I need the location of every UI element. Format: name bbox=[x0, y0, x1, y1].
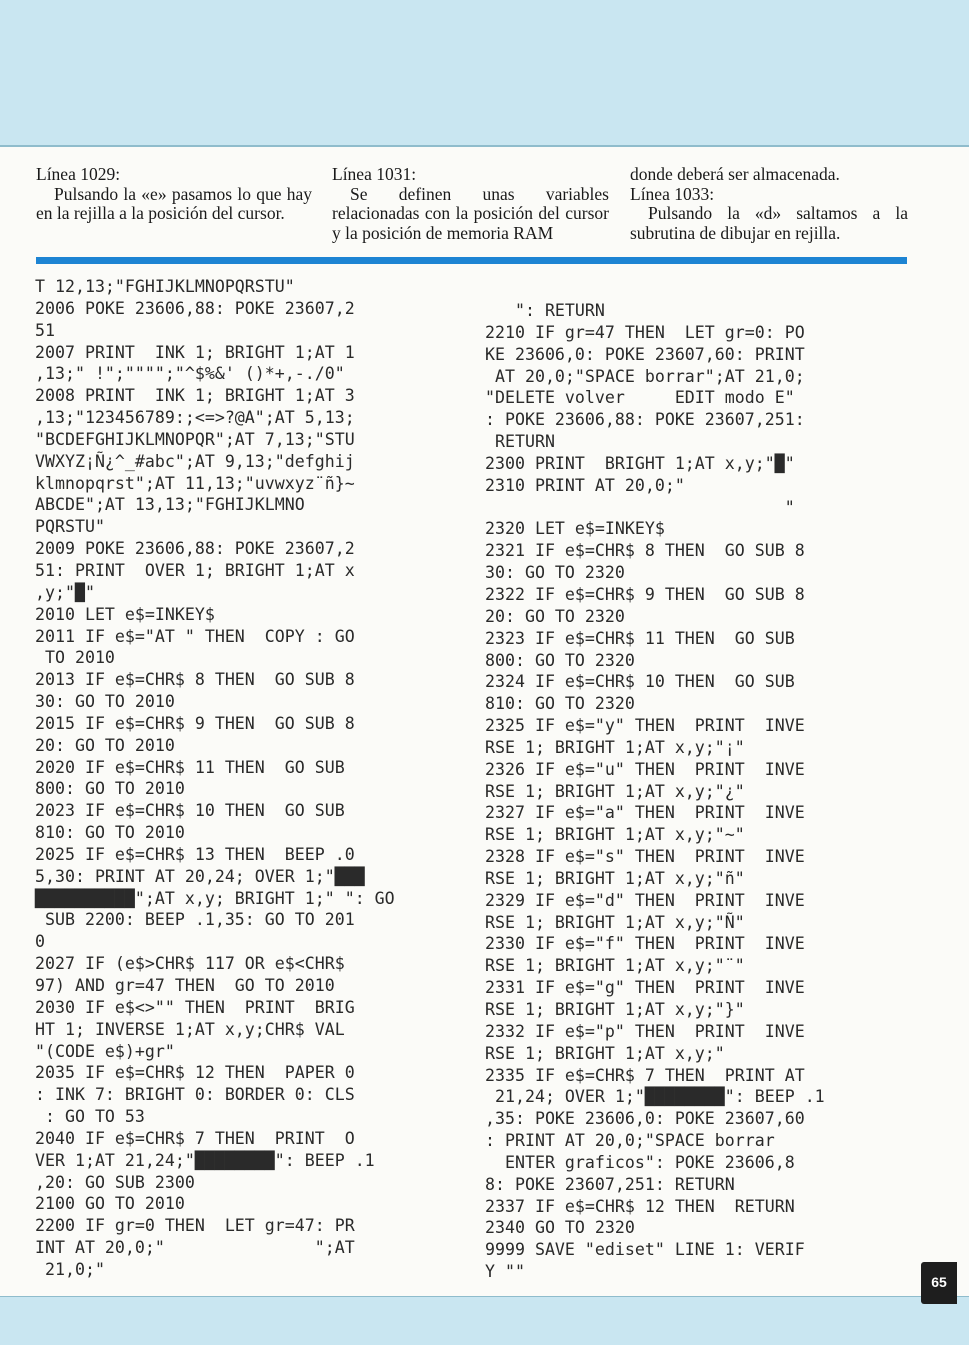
code-line: 2006 POKE 23606,88: POKE 23607,2 bbox=[35, 298, 355, 318]
code-line: 2020 IF e$=CHR$ 11 THEN GO SUB bbox=[35, 757, 345, 777]
code-line: 2320 LET e$=INKEY$ bbox=[485, 519, 665, 539]
explanation-column-1 bbox=[36, 165, 312, 224]
code-line: HT 1; INVERSE 1;AT x,y;CHR$ VAL bbox=[35, 1019, 345, 1039]
code-line: RSE 1; BRIGHT 1;AT x,y;"~" bbox=[485, 825, 745, 845]
code-line: "DELETE volver EDIT modo E" bbox=[485, 388, 795, 408]
code-listing-left bbox=[35, 276, 395, 1281]
column-1-body: Pulsando la «e» pasamos lo que hay en la rejilla a la posición del cursor. bbox=[36, 183, 312, 223]
code-line: 2332 IF e$="p" THEN PRINT INVE bbox=[485, 1021, 805, 1041]
code-line: VWXYZ¡Ñ¿^_#abc";AT 9,13;"defghij bbox=[35, 451, 355, 471]
code-line: ": RETURN bbox=[485, 301, 605, 320]
column-3-body: Pulsando la «d» saltamos a la subrutina de dibujar en rejilla. bbox=[630, 203, 908, 243]
code-line: 2327 IF e$="a" THEN PRINT INVE bbox=[485, 803, 805, 823]
code-line: 2321 IF e$=CHR$ 8 THEN GO SUB 8 bbox=[485, 541, 805, 561]
code-line: 2328 IF e$="s" THEN PRINT INVE bbox=[485, 847, 805, 867]
explanation-column-3 bbox=[630, 165, 908, 243]
code-line: TO 2010 bbox=[35, 648, 115, 668]
column-2-heading: Línea 1031: bbox=[332, 164, 417, 184]
code-line: INT AT 20,0;" ";AT bbox=[35, 1238, 355, 1258]
code-line: 20: GO TO 2320 bbox=[485, 606, 625, 626]
column-1-heading: Línea 1029: bbox=[36, 164, 121, 184]
code-line: RSE 1; BRIGHT 1;AT x,y;"Ñ" bbox=[485, 912, 745, 932]
column-3-heading: Línea 1033: bbox=[630, 183, 715, 204]
code-line: : PRINT AT 20,0;"SPACE borrar bbox=[485, 1131, 775, 1151]
code-line: 2310 PRINT AT 20,0;" bbox=[485, 475, 685, 495]
code-line: 2323 IF e$=CHR$ 11 THEN GO SUB bbox=[485, 628, 795, 648]
code-line: 30: GO TO 2010 bbox=[35, 692, 175, 712]
code-line: 2337 IF e$=CHR$ 12 THEN RETURN bbox=[485, 1196, 795, 1216]
code-line: 2035 IF e$=CHR$ 12 THEN PAPER 0 bbox=[35, 1063, 355, 1083]
code-line: 2210 IF gr=47 THEN LET gr=0: PO bbox=[485, 322, 805, 342]
code-line: 2013 IF e$=CHR$ 8 THEN GO SUB 8 bbox=[35, 670, 355, 690]
code-line: 2100 GO TO 2010 bbox=[35, 1194, 185, 1214]
code-line: ,13;" !";"""";"^$%&' ()*+,-./0" bbox=[35, 364, 345, 384]
code-line: 2015 IF e$=CHR$ 9 THEN GO SUB 8 bbox=[35, 713, 355, 733]
code-line: ██████████";AT x,y; BRIGHT 1;" ": GO bbox=[35, 888, 395, 908]
code-line: 800: GO TO 2320 bbox=[485, 650, 635, 670]
code-line: 2011 IF e$="AT " THEN COPY : GO bbox=[35, 626, 355, 646]
top-margin-rule bbox=[0, 145, 969, 147]
code-line: : POKE 23606,88: POKE 23607,251: bbox=[485, 410, 805, 430]
code-line: 2322 IF e$=CHR$ 9 THEN GO SUB 8 bbox=[485, 584, 805, 604]
code-line: klmnopqrst";AT 11,13;"uvwxyz¨ñ}~ bbox=[35, 473, 355, 493]
code-line: 21,0;" bbox=[35, 1259, 105, 1279]
code-line: 2326 IF e$="u" THEN PRINT INVE bbox=[485, 759, 805, 779]
code-line: 51 bbox=[35, 320, 55, 340]
top-margin-band bbox=[0, 0, 969, 145]
code-line: 30: GO TO 2320 bbox=[485, 563, 625, 583]
code-line: 800: GO TO 2010 bbox=[35, 779, 185, 799]
code-line: " bbox=[485, 497, 795, 517]
code-line: RETURN bbox=[485, 432, 555, 452]
section-divider-bar bbox=[36, 257, 907, 264]
code-line: KE 23606,0: POKE 23607,60: PRINT bbox=[485, 344, 805, 364]
code-line: 9999 SAVE "ediset" LINE 1: VERIF bbox=[485, 1240, 805, 1260]
code-line: 51: PRINT OVER 1; BRIGHT 1;AT x bbox=[35, 560, 355, 580]
code-line: 2340 GO TO 2320 bbox=[485, 1218, 635, 1238]
code-line: 5,30: PRINT AT 20,24; OVER 1;"███ bbox=[35, 866, 365, 886]
code-line: 2200 IF gr=0 THEN LET gr=47: PR bbox=[35, 1216, 355, 1236]
code-line: 2300 PRINT BRIGHT 1;AT x,y;"█" bbox=[485, 453, 795, 473]
code-line: 2007 PRINT INK 1; BRIGHT 1;AT 1 bbox=[35, 342, 355, 362]
code-line: 2331 IF e$="g" THEN PRINT INVE bbox=[485, 978, 805, 998]
code-line: ,20: GO SUB 2300 bbox=[35, 1172, 195, 1192]
code-line: ,13;"123456789:;<=>?@A";AT 5,13; bbox=[35, 408, 355, 428]
code-line: RSE 1; BRIGHT 1;AT x,y;"¨" bbox=[485, 956, 745, 976]
code-line: SUB 2200: BEEP .1,35: GO TO 201 bbox=[35, 910, 355, 930]
column-3-continuation: donde deberá ser almacenada. bbox=[630, 164, 840, 184]
code-line: 2009 POKE 23606,88: POKE 23607,2 bbox=[35, 539, 355, 559]
code-line: 810: GO TO 2010 bbox=[35, 823, 185, 843]
code-line: ,y;"█" bbox=[35, 582, 95, 602]
code-line: VER 1;AT 21,24;"████████": BEEP .1 bbox=[35, 1150, 375, 1170]
column-2-body: Se definen unas variables relacionadas con la posición del cursor y la posición de memoria RAM bbox=[332, 183, 609, 243]
code-line: 0 bbox=[35, 932, 45, 952]
code-line: 810: GO TO 2320 bbox=[485, 694, 635, 714]
code-line: 2329 IF e$="d" THEN PRINT INVE bbox=[485, 890, 805, 910]
code-line: : GO TO 53 bbox=[35, 1107, 145, 1127]
code-line: 2324 IF e$=CHR$ 10 THEN GO SUB bbox=[485, 672, 795, 692]
code-line: AT 20,0;"SPACE borrar";AT 21,0; bbox=[485, 366, 805, 386]
code-line: RSE 1; BRIGHT 1;AT x,y;"ñ" bbox=[485, 868, 745, 888]
code-line: 2330 IF e$="f" THEN PRINT INVE bbox=[485, 934, 805, 954]
code-line: ABCDE";AT 13,13;"FGHIJKLMNO bbox=[35, 495, 305, 515]
code-line: 2325 IF e$="y" THEN PRINT INVE bbox=[485, 716, 805, 736]
code-line: 2008 PRINT INK 1; BRIGHT 1;AT 3 bbox=[35, 386, 355, 406]
code-line: 2040 IF e$=CHR$ 7 THEN PRINT O bbox=[35, 1128, 355, 1148]
code-line: 2335 IF e$=CHR$ 7 THEN PRINT AT bbox=[485, 1065, 805, 1085]
code-line: 8: POKE 23607,251: RETURN bbox=[485, 1174, 735, 1194]
explanation-column-2 bbox=[332, 165, 609, 243]
code-line: T 12,13;"FGHIJKLMNOPQRSTU" bbox=[35, 277, 295, 296]
code-line: 2025 IF e$=CHR$ 13 THEN BEEP .0 bbox=[35, 844, 355, 864]
code-line: RSE 1; BRIGHT 1;AT x,y;"¿" bbox=[485, 781, 745, 801]
code-line: 20: GO TO 2010 bbox=[35, 735, 175, 755]
code-line: "(CODE e$)+gr" bbox=[35, 1041, 175, 1061]
code-line: "BCDEFGHIJKLMNOPQR";AT 7,13;"STU bbox=[35, 429, 355, 449]
code-line: RSE 1; BRIGHT 1;AT x,y;"}" bbox=[485, 1000, 745, 1019]
code-line: 2010 LET e$=INKEY$ bbox=[35, 604, 215, 624]
code-line: 2023 IF e$=CHR$ 10 THEN GO SUB bbox=[35, 801, 345, 821]
code-line: 2027 IF (e$>CHR$ 117 OR e$<CHR$ bbox=[35, 954, 345, 974]
code-line: 21,24; OVER 1;"████████": BEEP .1 bbox=[485, 1087, 825, 1107]
code-line: 97) AND gr=47 THEN GO TO 2010 bbox=[35, 976, 335, 995]
code-line: 2030 IF e$<>"" THEN PRINT BRIG bbox=[35, 997, 355, 1017]
code-line: PQRSTU" bbox=[35, 517, 105, 537]
code-line: RSE 1; BRIGHT 1;AT x,y;"¡" bbox=[485, 737, 745, 757]
code-listing-right bbox=[485, 300, 825, 1283]
bottom-margin-band bbox=[0, 1297, 969, 1345]
code-line: RSE 1; BRIGHT 1;AT x,y;" bbox=[485, 1043, 725, 1063]
code-line: Y "" bbox=[485, 1262, 525, 1282]
page-number: 65 bbox=[921, 1262, 957, 1304]
code-line: : INK 7: BRIGHT 0: BORDER 0: CLS bbox=[35, 1085, 355, 1105]
code-line: ,35: POKE 23606,0: POKE 23607,60 bbox=[485, 1109, 805, 1129]
code-line: ENTER graficos": POKE 23606,8 bbox=[485, 1152, 795, 1172]
